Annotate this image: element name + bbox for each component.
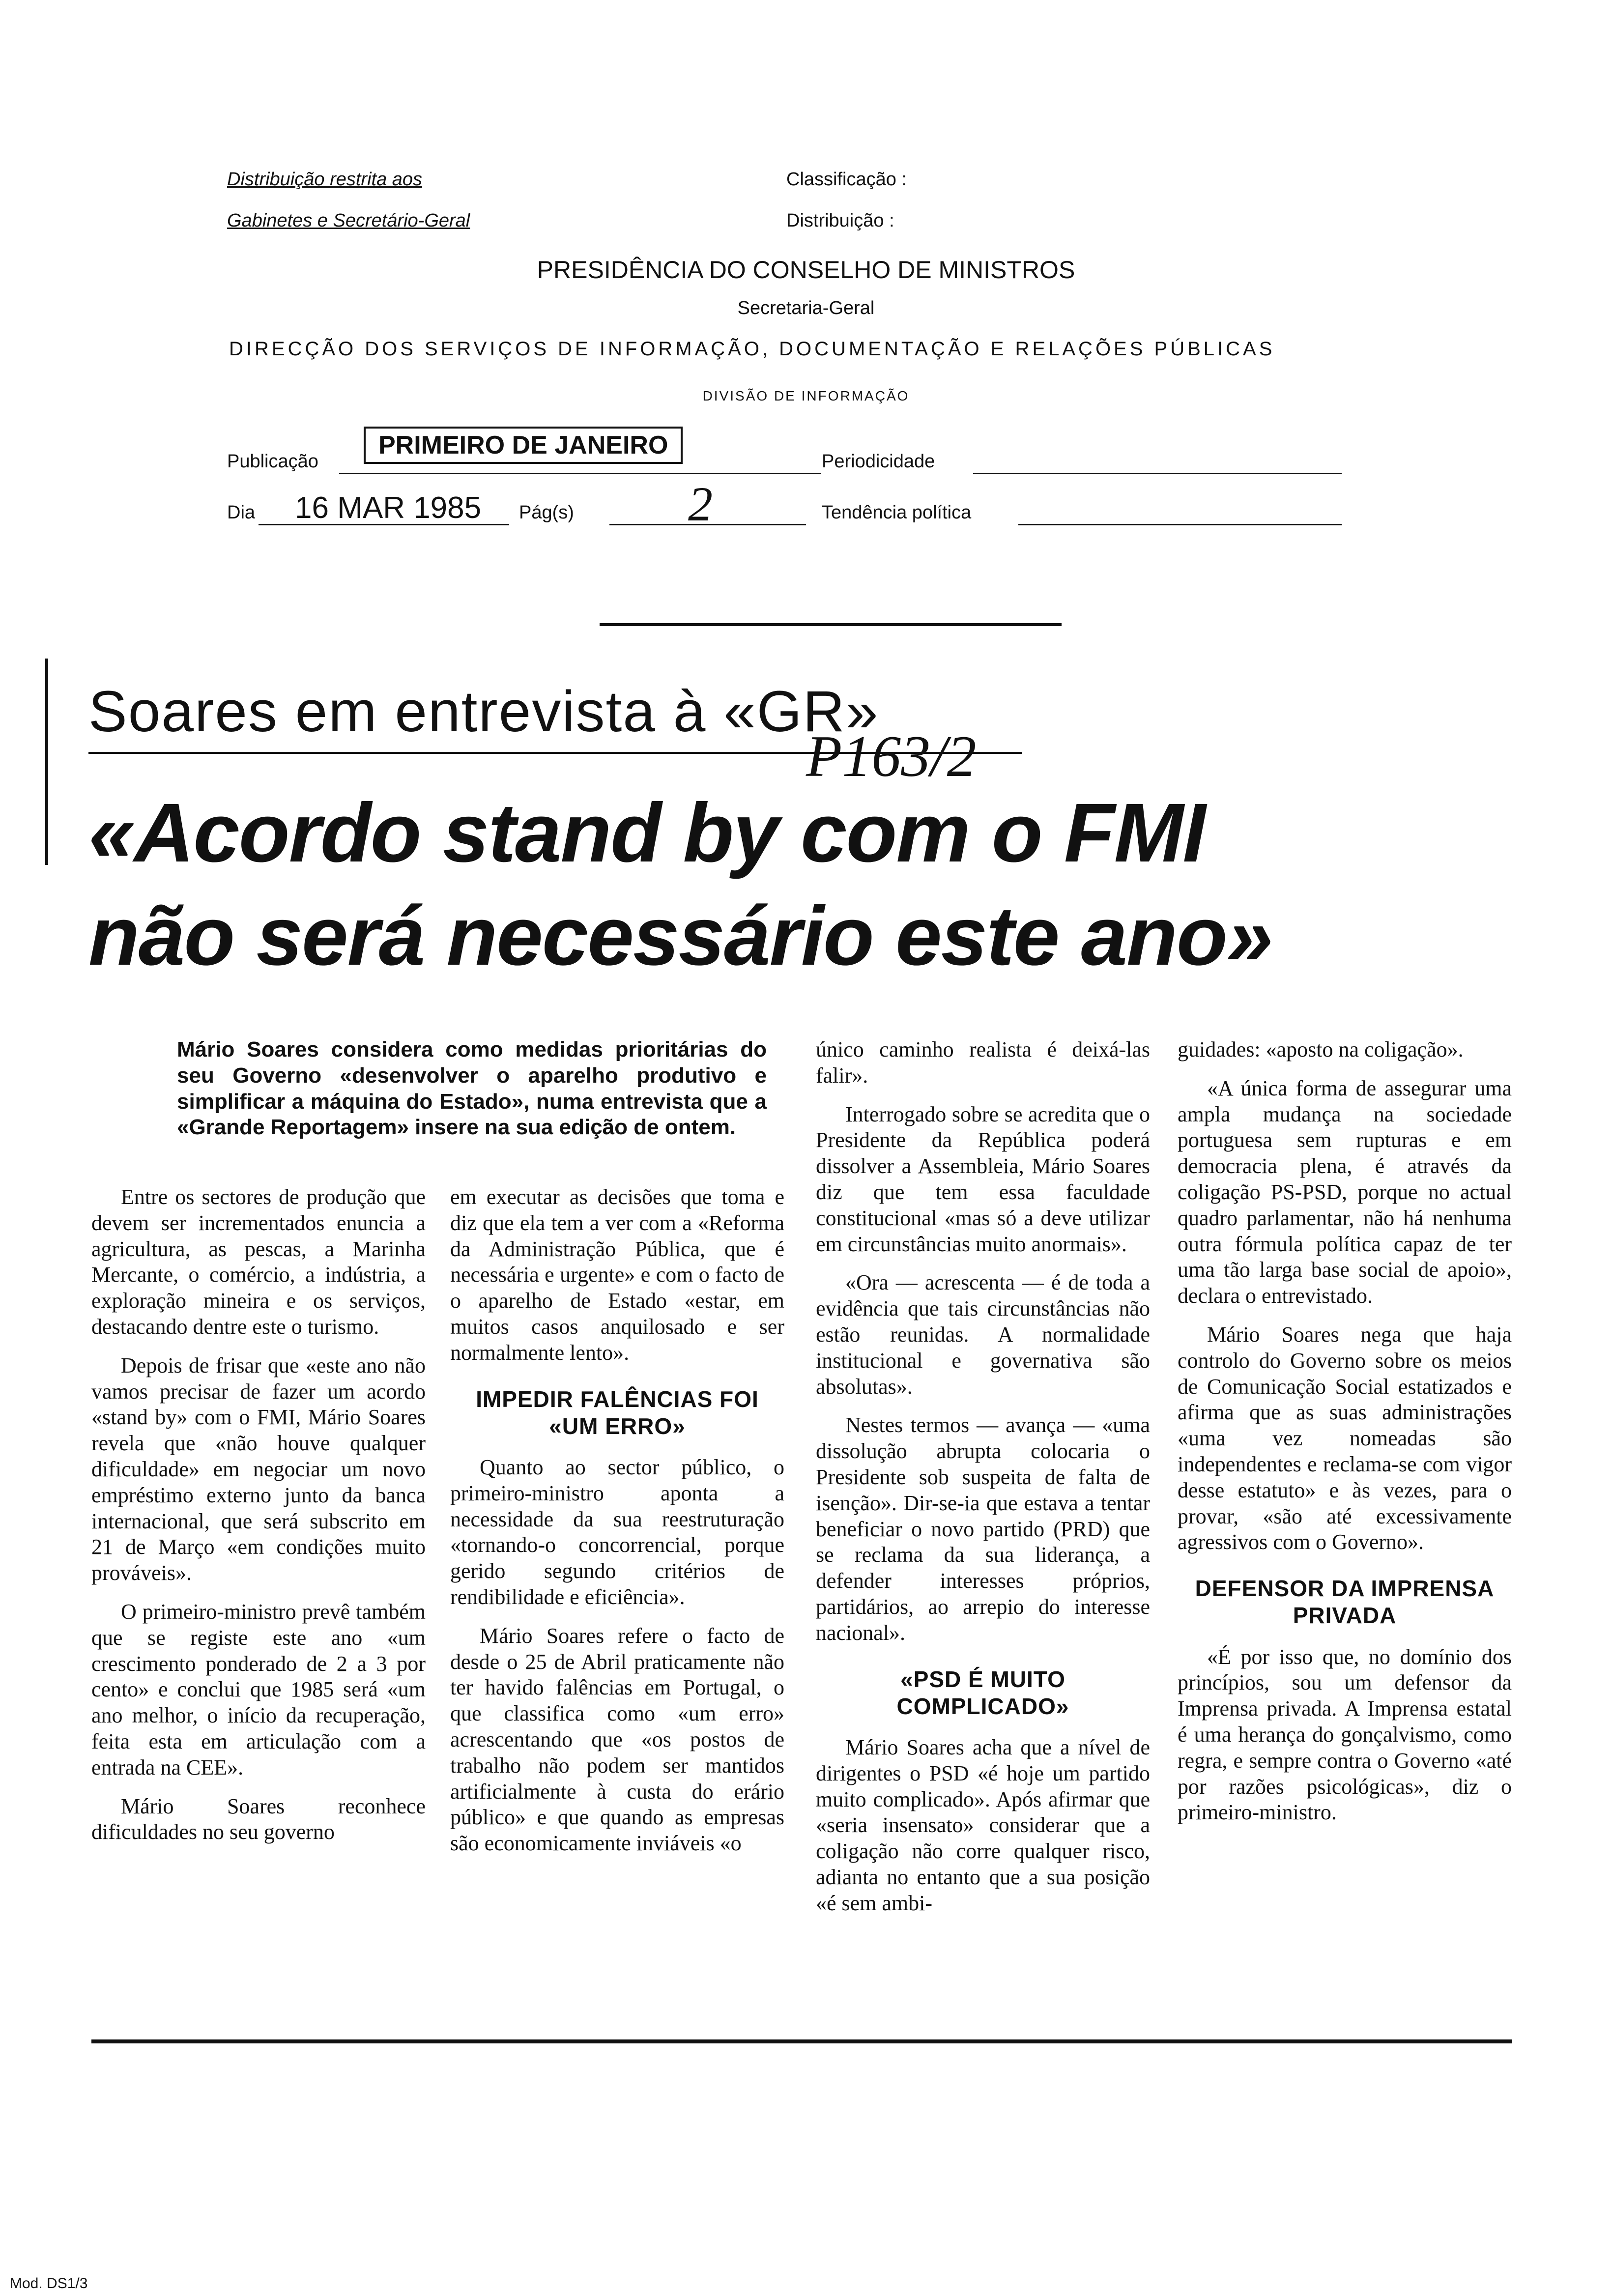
col4-paragraph: guidades: «aposto na coligação».	[1178, 1037, 1464, 1062]
article-lead-block	[177, 1037, 767, 1153]
restricted-line-1: Distribuição restrita aos	[227, 169, 423, 190]
subheading-impedir-falencias: IMPEDIR FALÊNCIAS FOI «UM ERRO»	[476, 1386, 759, 1439]
article-lead: Mário Soares considera como medidas prioritárias do seu Governo «desenvolver o aparelho produtivo e simplificar a máquina do Estado», numa entrevista que a «Grande Reportagem» insere na sua edição de ontem.	[177, 1037, 767, 1140]
col2-paragraph: Quanto ao sector público, o primeiro-ministro aponta a necessidade da sua reestruturação «tornando-o concorrencial, porque gerido segundo critérios de rendibilidade e eficiência».	[450, 1455, 784, 1609]
headline-line-2: não será necessário este ano»	[88, 890, 1272, 983]
directorate-title: DIRECÇÃO DOS SERVIÇOS DE INFORMAÇÃO, DOCUMENTAÇÃO E RELAÇÕES PÚBLICAS	[229, 338, 1275, 360]
subheading-psd-complicado: «PSD É MUITO COMPLICADO»	[896, 1666, 1069, 1719]
pages-handwritten: 2	[688, 477, 713, 531]
tendency-label: Tendência política	[822, 502, 972, 523]
col1-paragraph: O primeiro-ministro prevê também que se registe este ano «um crescimento ponderado de 2 a 3 por cento» e conclui que 1985 será «um ano melhor, o início da recuperação, feita esta em articulação com a entrada na CEE».	[91, 1599, 426, 1779]
day-stamp: 16 MAR 1985	[295, 491, 482, 525]
column-2	[450, 1184, 784, 1869]
clipping-bottom-rule	[91, 2039, 1512, 2043]
division-title: DIVISÃO DE INFORMAÇÃO	[702, 388, 910, 403]
headline-line-1: «Acordo stand by com o FMI	[88, 786, 1205, 880]
secretariat-title: Secretaria-Geral	[737, 298, 875, 318]
pages-label: Pág(s)	[519, 502, 574, 523]
col4-paragraph: Mário Soares nega que haja controlo do Governo sobre os meios de Comunicação Social estatizados e afirma que as suas administrações «uma vez nomeadas são independentes e reclama-se com vigor desse estatuto» e às vezes, para o provar, «são até excessivamente agressivos com o Governo».	[1178, 1322, 1512, 1554]
publication-stamp: PRIMEIRO DE JANEIRO	[364, 427, 683, 464]
day-label: Dia	[227, 502, 256, 523]
col1-paragraph: Depois de frisar que «este ano não vamos precisar de fazer um acordo «stand by» com o FMI, Mário Soares revela que «não houve qualquer dificuldade» em negociar um novo empréstimo externo junto da banca internacional, que será subscrito em 21 de Março «em condições muito prováveis».	[91, 1353, 426, 1585]
col2-paragraph: em executar as decisões que toma e diz que ela tem a ver com a «Reforma da Administração Pública, que é necessária e urgente» e com o facto de o aparelho de Estado «estar, em muitos casos anquilosado e ser normalmente lento».	[450, 1185, 784, 1365]
distribution-label: Distribuição :	[786, 210, 894, 231]
restricted-line-2: Gabinetes e Secretário-Geral	[227, 210, 470, 231]
presidency-title: PRESIDÊNCIA DO CONSELHO DE MINISTROS	[537, 256, 1075, 284]
clipping-left-edge	[45, 659, 48, 865]
col3-paragraph: Nestes termos — avança — «uma dissolução abrupta colocaria o Presidente sob suspeita de falta de isenção». Dir-se-ia que estava a tentar beneficiar o novo partido (PRD) que se reclama da sua liderança, a defender interesses próprios, partidários, ao arrepio do interesse nacional».	[816, 1413, 1150, 1645]
publication-line	[339, 473, 821, 474]
column-4	[1178, 1037, 1512, 1838]
col1-paragraph: Entre os sectores de produção que devem ser incrementados enuncia a agricultura, as pescas, a Marinha Mercante, o comércio, a indústria, a exploração mineira e os serviços, destacando dentre este o turismo.	[91, 1185, 426, 1339]
article-kicker: Soares em entrevista à «GR»	[88, 679, 879, 744]
periodicity-line	[973, 473, 1342, 474]
col3-paragraph: Mário Soares acha que a nível de dirigentes o PSD «é hoje um partido muito complicado». Após afirmar que «seria insensato» considerar que a coligação não corre qualquer risco, adianta no entanto que a sua posição «é sem ambi-	[816, 1735, 1150, 1915]
col4-paragraph: «É por isso que, no domínio dos princípios, sou um defensor da Imprensa privada. A Imprensa estatal é uma herança do gonçalvismo, como regra, e sempre contra o Governo «até por razões psicológicas», diz o primeiro-ministro.	[1178, 1644, 1512, 1825]
classification-label: Classificação :	[786, 169, 907, 190]
handwritten-reference: P163/2	[806, 723, 977, 789]
col3-paragraph: «Ora — acrescenta — é de toda a evidência que tais circunstâncias não estão reunidas. A normalidade institucional e governativa são absolutas».	[816, 1270, 1150, 1399]
col3-paragraph: Interrogado sobre se acredita que o Presidente da República poderá dissolver a Assembleia, Mário Soares diz que tem essa faculdade constitucional «mas só a deve utilizar em circunstâncias muito anormais».	[816, 1102, 1150, 1256]
column-3	[816, 1037, 1150, 1929]
tendency-line	[1018, 524, 1342, 525]
subheading-defensor-imprensa: DEFENSOR DA IMPRENSA PRIVADA	[1195, 1576, 1495, 1629]
publication-label: Publicação	[227, 451, 318, 472]
col2-paragraph: Mário Soares refere o facto de desde o 25 de Abril praticamente não ter havido falências em Portugal, o que classifica como «um erro» acrescentando que «os postos de trabalho não podem ser mantidos artificialmente à custa do erário público» e que quando as empresas são economicamente inviáveis «o	[450, 1623, 784, 1856]
col3-paragraph: único caminho realista é deixá-las falir».	[816, 1037, 1150, 1088]
column-1	[91, 1184, 426, 1858]
periodicity-label: Periodicidade	[822, 451, 935, 472]
col4-paragraph: «A única forma de assegurar uma ampla mudança na sociedade portuguesa sem rupturas e em democracia plena, é através da coligação PS-PSD, porque no actual quadro parlamentar, não há nenhuma outra fórmula política capaz de ter uma tão larga base social de apoio», declara o entrevistado.	[1178, 1076, 1512, 1308]
col1-paragraph: Mário Soares reconhece dificuldades no seu governo	[91, 1794, 426, 1844]
clipping-top-rule	[600, 623, 1062, 626]
form-code: Mod. DS1/3	[10, 2275, 88, 2292]
